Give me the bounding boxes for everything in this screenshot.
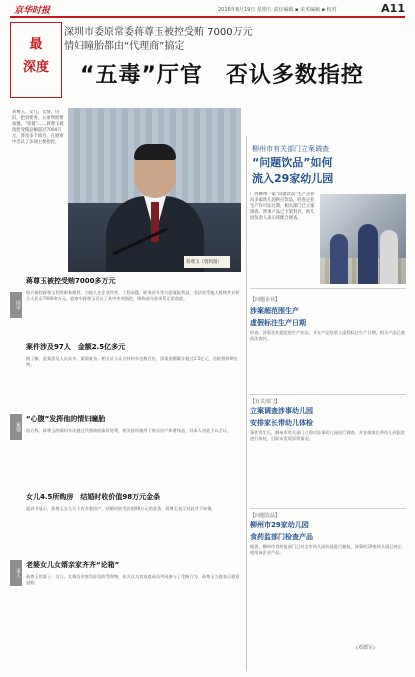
divider <box>250 508 406 509</box>
subheadline-2: 情妇瞳胎都由“代理商”搞定 <box>64 41 185 52</box>
side-tab-2: 案情 <box>10 414 22 440</box>
right-text-3: 据悉，柳州市食药监部门已对全市幼儿园饮品进行抽检，涉事的29家幼儿园已停止使用该企业产品。 <box>250 544 402 555</box>
official-photo <box>68 108 241 272</box>
right-subhead-1b: 虚假标注生产日期 <box>250 319 306 327</box>
side-tab-1: 庭审 <box>10 292 22 318</box>
photo-hair <box>134 144 176 160</box>
divider <box>250 288 406 289</box>
subheadline-1: 深圳市委原常委蒋尊玉被控受贿 7000万元 <box>64 27 253 38</box>
right-subhead-3a: 柳州市29家幼儿园 <box>250 521 309 529</box>
article-text-2: 据了解，此案涉及人员众多，案情复杂，相关证人证言材料多达数百份，涉案金额累计超过2.5亿元，法院将择期宣判。 <box>26 356 238 367</box>
page-number: A11 <box>381 2 405 15</box>
right-tag-1: 【问题企业】 <box>250 297 281 303</box>
article-text-5: 蒋尊玉的妻子、女儿、女婿及亲家均涉及收受财物，检方认为其家庭成员共同参与了受贿行为，蒋尊玉当庭表示愿意退赃。 <box>26 574 240 585</box>
right-tag-2: 【有关部门】 <box>250 399 281 405</box>
section-heading-5: 老婆女儿女婿亲家齐齐“论箱” <box>26 561 120 569</box>
masthead-rule <box>10 16 405 18</box>
article-text-1: 检方指控蒋尊玉利用职务便利，为他人在企业经营、工程承揽、职务晋升等方面谋取利益，非法收受他人财物共计折合人民币7000余万元。庭审中蒋尊玉否认了其中多项指控，辩称部分款项系正常借款。 <box>26 290 240 301</box>
right-feature-title: 柳州市有关部门立案调查 <box>252 145 329 153</box>
article-text-4: 起诉书显示，蒋尊玉女儿名下有多套房产，结婚时收受价值98万元的金条，蒋尊玉表示对此并不知情。 <box>26 506 216 511</box>
side-tab-3: 家人 <box>10 560 22 586</box>
section-heading-4: 女儿4.5所购房 结婚时收价值98万元金条 <box>26 493 161 501</box>
newspaper-logo: 京华时报 <box>14 6 51 16</box>
section-label-line1: 最 <box>29 37 43 52</box>
section-label-line2: 深度 <box>22 60 49 75</box>
right-subhead-1a: 涉案超范围生产 <box>250 307 299 315</box>
author-signoff: (邓德军) <box>356 645 375 651</box>
section-heading-3: “心腹”发挥他的情妇瞳胎 <box>26 415 106 423</box>
photo-person <box>358 224 378 284</box>
right-subhead-2b: 安排家长带幼儿体检 <box>250 419 313 427</box>
right-feature-text: 广西柳州一家“问题饮品”生产企业向多家幼儿园供应饮品，经查企业生产许可证过期，相关部门已立案调查，涉事产品已下架封存，幼儿园负责人表示将配合调查。 <box>250 192 315 221</box>
masthead <box>0 0 415 16</box>
photo-caption: 蒋尊玉（资料图） <box>186 260 222 265</box>
right-subhead-2a: 立案调查涉事幼儿园 <box>250 407 313 415</box>
right-feature-headline-2: 流入29家幼儿园 <box>252 172 334 185</box>
column-divider <box>246 136 247 671</box>
right-feature-headline-1: “问题饮品”如何 <box>252 156 333 169</box>
inspection-photo <box>320 194 406 284</box>
photo-person <box>380 230 398 284</box>
photo-person <box>330 234 348 284</box>
right-tag-3: 【问题饮品】 <box>250 513 281 519</box>
divider <box>250 394 406 395</box>
section-heading-2: 案件涉及97人 金额2.5亿多元 <box>26 343 126 351</box>
intro-text: 蒋尊玉，女儿，女情，仍旧，把县要务，公审判席要加强，“你猜”……蒋尊玉被指控受贿总额超过7000万元，涉及多个项目，在庭审中否认了多项主要指控。 <box>12 110 64 145</box>
photo-name-card <box>184 256 230 268</box>
section-heading-1: 蒋尊玉被控受贿7000多万元 <box>26 277 116 285</box>
issue-date: 2016年8月19日 星期五 责任编辑 ▪ 美术编辑 ▪ 校对 <box>218 7 337 13</box>
right-text-1: 经查，涉事企业超范围生产饮品，并在产品包装上虚假标注生产日期，相关产品已被依法查封。 <box>250 330 405 341</box>
right-text-2: 事件发生后，柳州市有关部门立即对涉事幼儿园进行调查，并安排家长带幼儿到医院进行体检，目前未发现异常情况。 <box>250 430 405 441</box>
article-text-3: 检方称，蒋尊玉的情妇多次通过代理商收取好处费，相关款项被用于购买房产和奢侈品，其本人对此予以否认。 <box>26 428 232 433</box>
section-label <box>10 22 62 98</box>
main-headline: “五毒”厅官 否认多数指控 <box>80 63 364 88</box>
right-subhead-3b: 食药监部门检查产品 <box>250 533 313 541</box>
